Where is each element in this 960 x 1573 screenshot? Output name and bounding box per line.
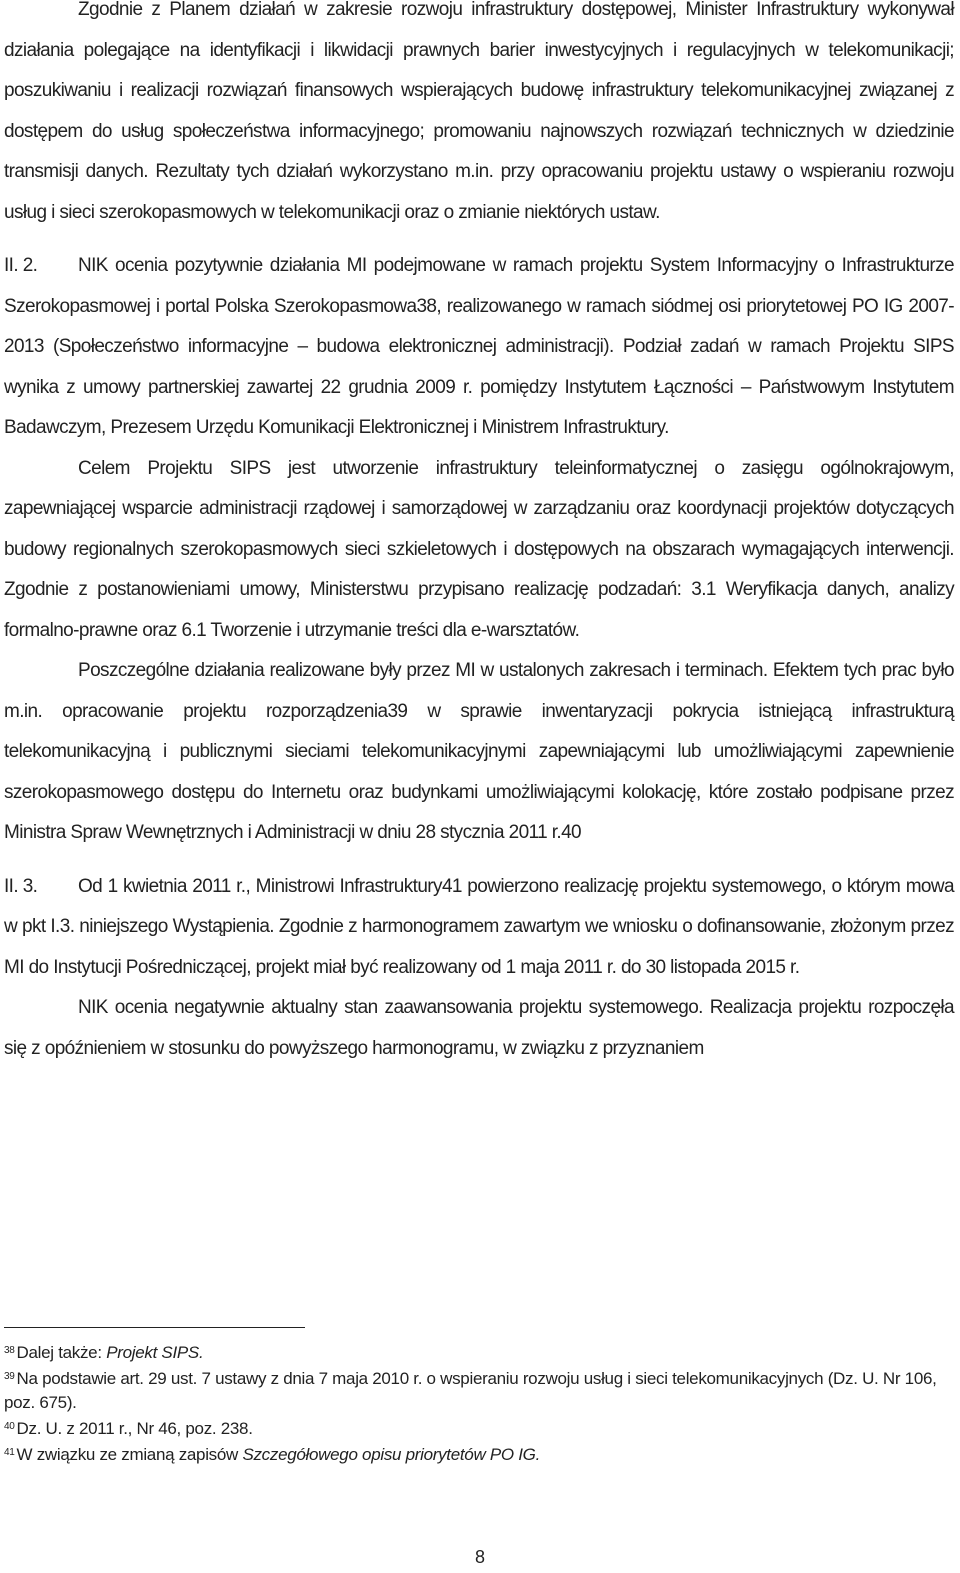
- footnote-italic-text: Projekt SIPS.: [106, 1343, 204, 1362]
- footnote-separator: [4, 1327, 305, 1328]
- paragraph-6: NIK ocenia negatywnie aktualny stan zaawansowania projektu systemowego. Realizacja projektu rozpoczęła się z opóźnieniem w stosunku do powyższego harmonogramu, w związku z przyznaniem: [4, 997, 954, 1059]
- paragraph-3: Celem Projektu SIPS jest utworzenie infrastruktury teleinformatycznej o zasięgu ogólnokrajowym, zapewniającej wsparcie administracji rządowej i samorządowej w zarządzaniu oraz koordynacji projektów dotyczących budowy regionalnych szerokopasmowych sieci szkieletowych i dostępowych na obszarach wymagających interwencji. Zgodnie z postanowieniami umowy, Ministerstwu przypisano realizację podzadań: 3.1 Weryfikacja danych, analizy formalno-prawne oraz 6.1 Tworzenie i utrzymanie treści dla e-warsztatów.: [4, 457, 954, 641]
- footnote-text: Na podstawie art. 29 ust. 7 ustawy z dnia 7 maja 2010 r. o wspieraniu rozwoju usług i sieci telekomunikacyjnych (Dz. U. Nr 106, poz. 675).: [4, 1369, 937, 1412]
- footnote-38: [4, 1339, 954, 1365]
- footnote-italic-text: Szczegółowego opisu priorytetów PO IG.: [242, 1445, 541, 1464]
- page-number: 8: [474, 1547, 485, 1567]
- footnote-39: [4, 1365, 954, 1415]
- paragraph-2-text: NIK ocenia pozytywnie działania MI podejmowane w ramach projektu System Informacyjny o Infrastrukturze Szerokopasmowej i portal Polska Szerokopasmowa38, realizowanego w ramach siódmej osi priorytetowej PO IG 2007-2013 (Społeczeństwo informacyjne – budowa elektronicznej administracji). Podział zadań w ramach Projektu SIPS wynika z umowy partnerskiej zawartej 22 grudnia 2009 r. pomiędzy Instytutem Łączności – Państwowym Instytutem Badawczym, Prezesem Urzędu Komunikacji Elektronicznej i Ministrem Infrastruktury.: [4, 255, 954, 438]
- paragraph-5: [4, 867, 954, 989]
- footnotes: [4, 1339, 954, 1467]
- footnote-number: 41: [4, 1447, 15, 1458]
- section-number: II. 2.: [4, 255, 38, 276]
- footnote-41: [4, 1441, 954, 1467]
- section-number: II. 3.: [4, 875, 38, 897]
- paragraph-1: Zgodnie z Planem działań w zakresie rozwoju infrastruktury dostępowej, Minister Infrastruktury wykonywał działania polegające na identyfikacji i likwidacji prawnych barier inwestycyjnych i regulacyjnych w telekomunikacji; poszukiwaniu i realizacji rozwiązań finansowych wspierających budowę infrastruktury telekomunikacyjnej związanej z dostępem do usług społeczeństwa informacyjnego; promowaniu najnowszych rozwiązań technicznych w dziedzinie transmisji danych. Rezultaty tych działań wykorzystano m.in. przy opracowaniu projektu ustawy o wspieraniu rozwoju usług i sieci szerokopasmowych w telekomunikacji oraz o zmianie niektórych ustaw.: [4, 0, 954, 223]
- paragraph-5-text: Od 1 kwietnia 2011 r., Ministrowi Infrastruktury41 powierzono realizację projektu systemowego, o którym mowa w pkt I.3. niniejszego Wystąpienia. Zgodnie z harmonogramem zawartym we wniosku o dofinansowanie, złożonym przez MI do Instytucji Pośredniczącej, projekt miał być realizowany od 1 maja 2011 r. do 30 listopada 2015 r.: [4, 875, 954, 978]
- paragraph-4: Poszczególne działania realizowane były przez MI w ustalonych zakresach i terminach. Efektem tych prac było m.in. opracowanie projektu rozporządzenia39 w sprawie inwentaryzacji pokrycia istniejącą infrastrukturą telekomunikacyjną i publicznymi sieciami telekomunikacyjnymi zapewniającymi lub umożliwiającymi zapewnienie szerokopasmowego dostępu do Internetu oraz budynkami umożliwiającymi kolokację, które zostało podpisane przez Ministra Spraw Wewnętrznych i Administracji w dniu 28 stycznia 2011 r.40: [4, 660, 954, 843]
- footnote-text: Dz. U. z 2011 r., Nr 46, poz. 238.: [16, 1419, 253, 1438]
- footnote-number: 39: [4, 1371, 15, 1382]
- footnote-text: Dalej także:: [16, 1343, 107, 1362]
- footnote-number: 38: [4, 1345, 15, 1356]
- footnote-number: 40: [4, 1421, 15, 1432]
- footnote-40: [4, 1415, 954, 1441]
- footnote-text: W związku ze zmianą zapisów: [16, 1445, 243, 1464]
- document-body: [4, 0, 954, 1069]
- paragraph-2: [4, 246, 954, 449]
